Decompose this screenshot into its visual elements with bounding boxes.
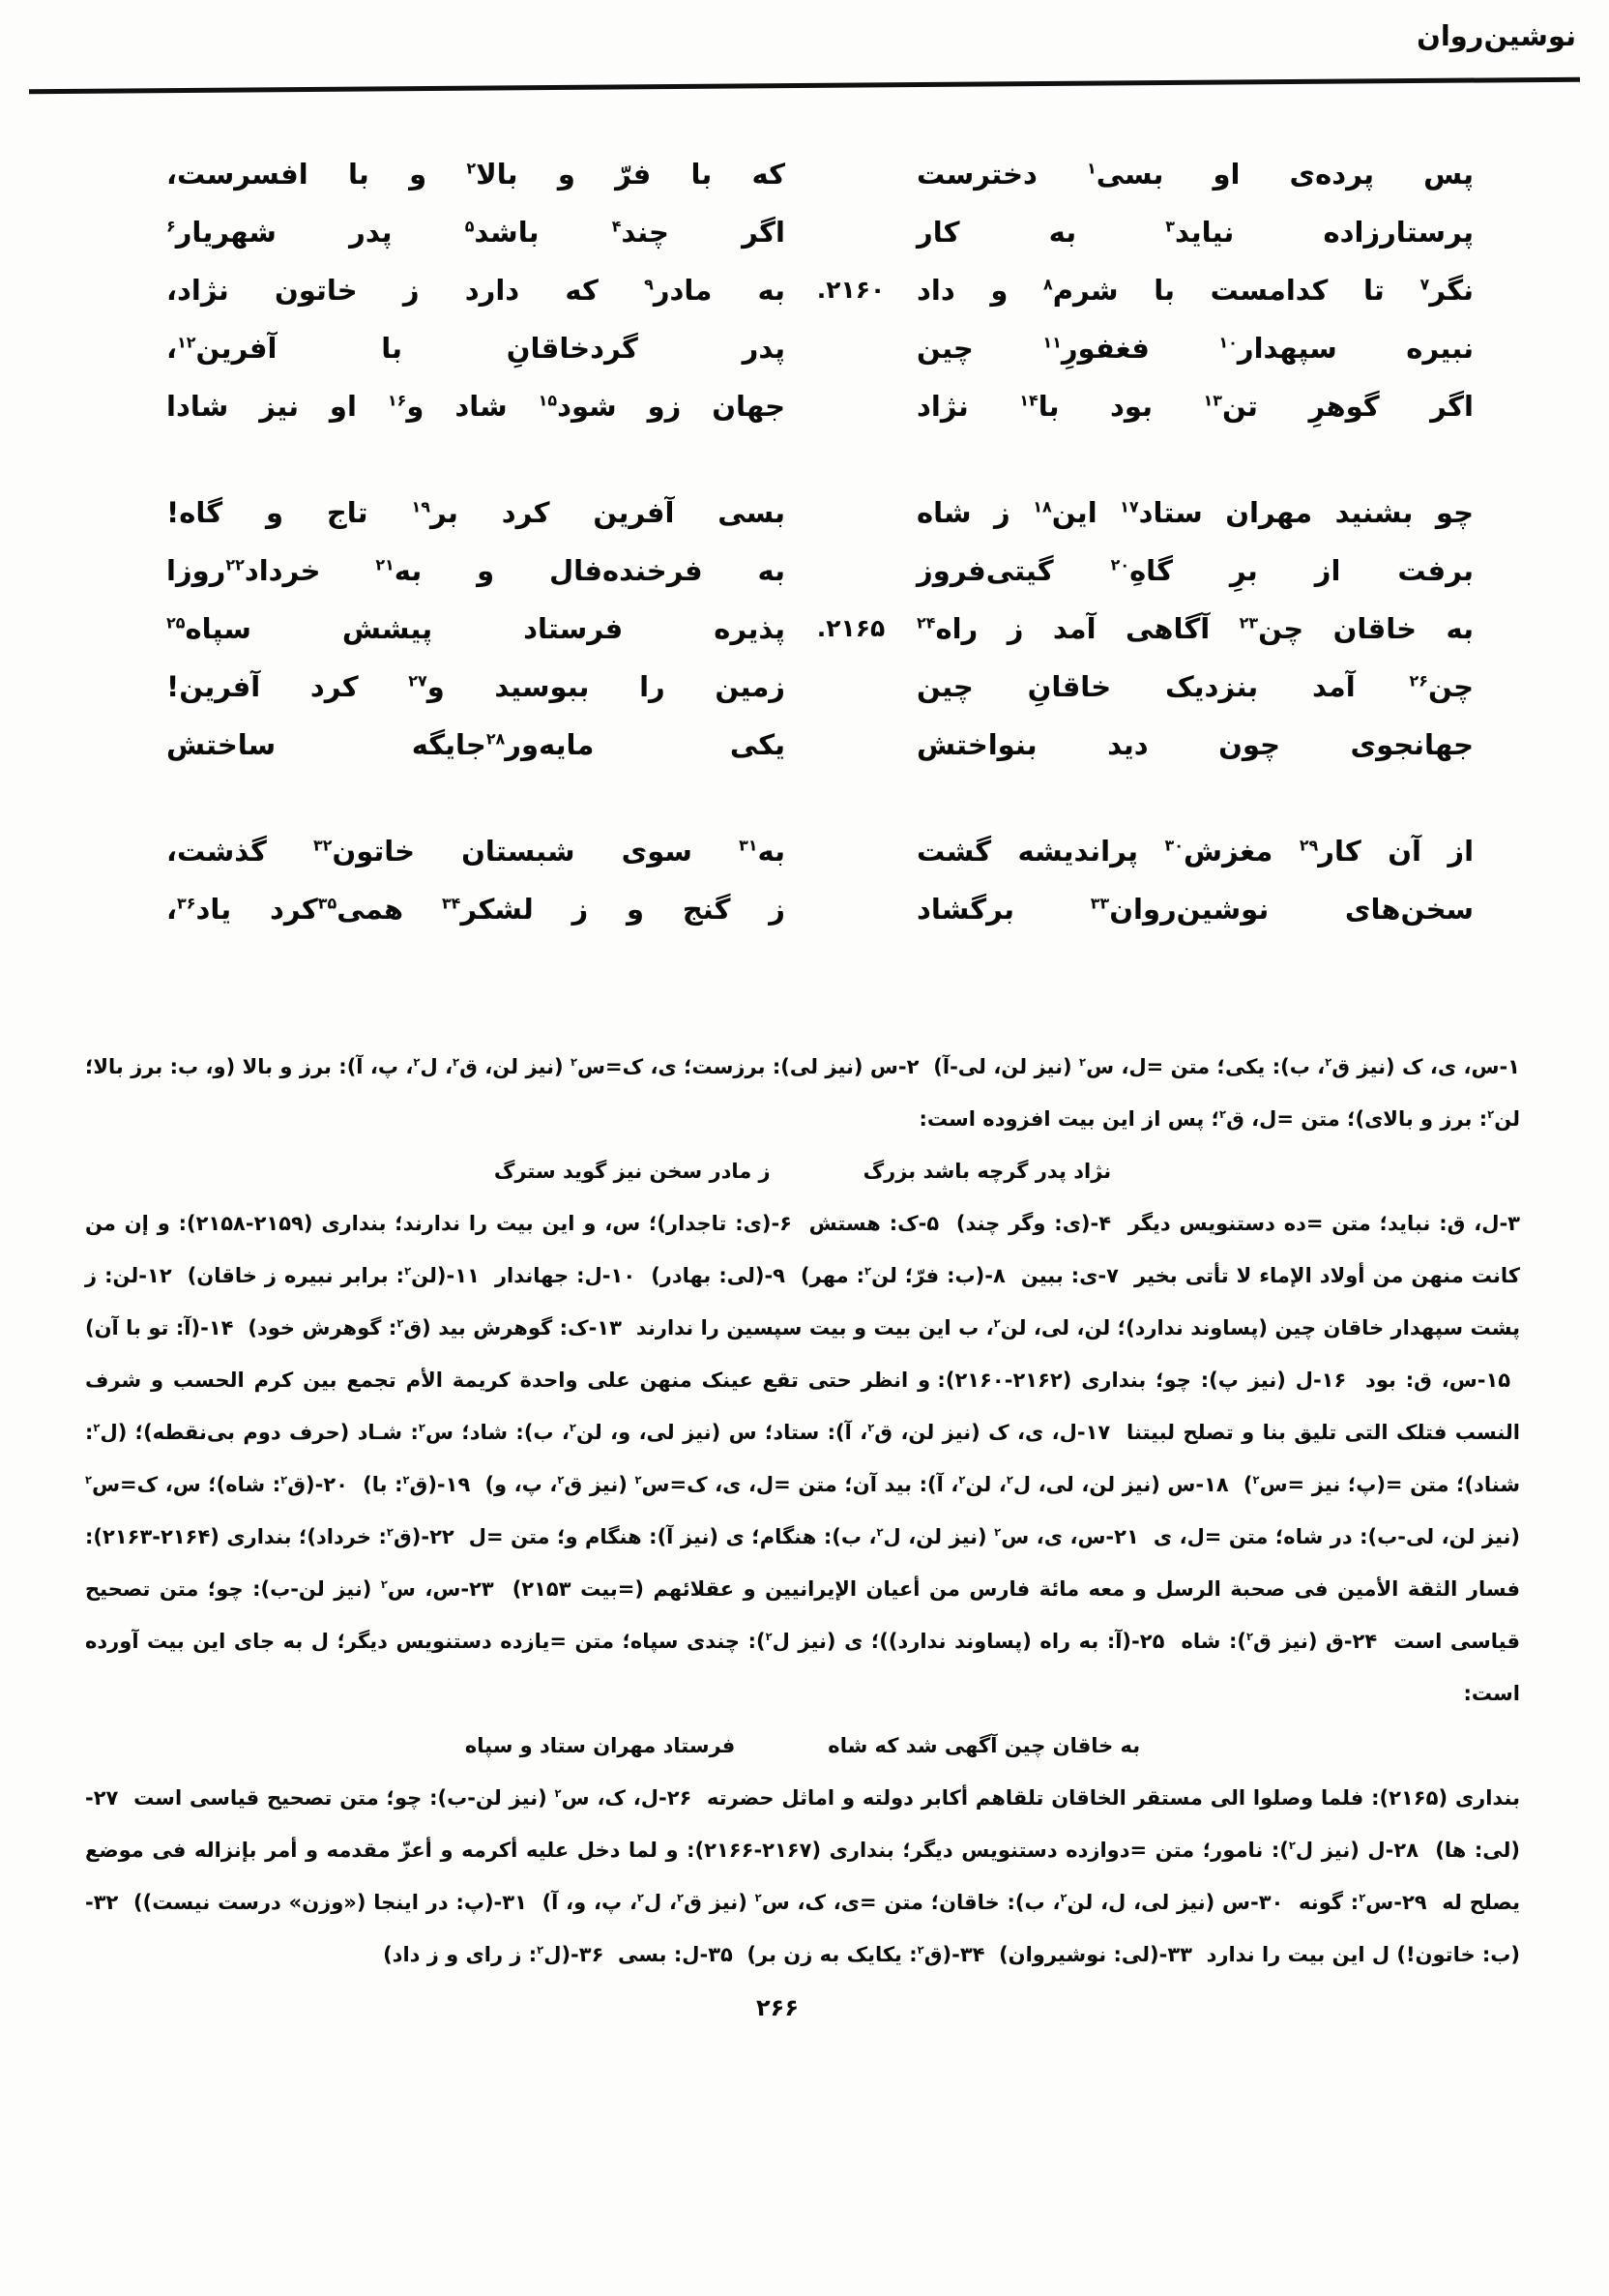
hemistich-left: بسی آفرین کرد بر$^{۱۹}$ تاج و گاه! (166, 496, 786, 529)
couplet-row (0, 658, 1609, 716)
hemistich-right: چن$^{۲۶}$ آمد بنزدیک خاقانِ چین (917, 670, 1474, 703)
couplet-row (0, 880, 1609, 938)
critical-apparatus (85, 1041, 1520, 1981)
hemistich-left: پذیره فرستاد پیشش سپاه$^{۲۵}$ (166, 612, 785, 645)
couplet-row (0, 600, 1609, 658)
verse-number (785, 377, 917, 435)
apparatus-paragraph-2: ۳-ل، ق: نباید؛ متن =ده دستنویس دیگر ‌ ۴-(ی: وگر چند) ‌ ۵-ک: هستش ‌ ۶-(ی: تاجدار)؛ س، و این بیت را ندارند؛ بنداری (۲۱۵۹-۲۱۵۸): و إن من کانت منهن من أولاد الإماء لا تأتی بخیر ‌ ۷-ی: ببین ‌ ۸-(ب: فرّ؛ لن$^۲$: مهر) ‌ ۹-(لی: بهادر) ‌ ۱۰-ل: جهاندار ‌ ۱۱-(لن$^۲$: برابر نبیره ز خاقان) ‌ ۱۲-لن: ز پشت سپهدار خاقان چین (پساوند ندارد)؛ لن، لی، لن$^۲$، ب این بیت و بیت سپسین را ندارند ‌ ۱۳-ک: گوهرش بید (ق$^۲$: گوهرش خود) ‌ ۱۴-(آ: تو با آن) ‌ ۱۵-س، ق: بود ‌ ۱۶-ل (نیز پ): چو؛ بنداری (۲۱۶۲-۲۱۶۰): و انظر حتی تقع عینک منهن علی واحدة کریمة الأم تجمع بین کرم الحسب و شرف النسب فتلک التی تلیق بنا و تصلح لبیتنا ‌ ۱۷-ل، ی، ک (نیز لن، ق$^۲$، آ): ستاد؛ س (نیز لی، و، لن$^۲$، ب): شاد؛ س$^۲$: شـاد (حرف دوم بی‌نقطه)؛ (ل$^۲$: شناد)؛ متن =(پ؛ نیز =س$^۲$) ‌ ۱۸-س (نیز لن، لی، ل$^۲$، لن$^۲$، آ): بید آن؛ متن =ل، ی، ک=س$^۲$ (نیز ق$^۲$، پ، و) ‌ ۱۹-(ق$^۲$: با) ‌ ۲۰-(ق$^۲$: شاه)؛ س، ک=س$^۲$ (نیز لن، لی-ب): در شاه؛ متن =ل، ی ‌ ۲۱-س، ی، س$^۲$ (نیز لن، ل$^۲$، ب): هنگام؛ ی (نیز آ): هنگام و؛ متن =ل ‌ ۲۲-(ق$^۲$: خرداد)؛ بنداری (۲۱۶۴-۲۱۶۳): فسار الثقة الأمین فی صحبة الرسل و معه مائة فارس من أعیان الإیرانیین و عقلائهم (=بیت ۲۱۵۳) ‌ ۲۳-س، س$^۲$ (نیز لن-ب): چو؛ متن تصحیح قیاسی است ‌ ۲۴-ق (نیز ق$^۲$): شاه ‌ ۲۵-(آ: به راه (پساوند ندارد))؛ ی (نیز ل$^۲$): چندی سپاه؛ متن =یازده دستنویس دیگر؛ ل به جای این بیت آورده است: (85, 1212, 1521, 1705)
inline-verse-hemistich-left: فرستاد مهران ستاد و سپاه (464, 1734, 736, 1757)
verse-number (785, 542, 917, 600)
hemistich-right: به خاقان چن$^{۲۳}$ آگاهی آمد ز راه$^{۲۴}$ (917, 612, 1474, 645)
apparatus-paragraph-1: ۱-س، ی، ک (نیز ق$^۲$، ب): یکی؛ متن =ل، س$^۲$ (نیز لن، لی-آ) ‌ ۲-س (نیز لی): برزست؛ ی، ک=س$^۲$ (نیز لن، ق$^۲$، ل$^۲$، پ، آ): برز و بالا (و، ب: برز بالا؛ لن$^۲$: برز و بالای)؛ متن =ل، ق$^۲$؛ پس از این بیت افزوده است: (85, 1055, 1520, 1131)
verse-number (785, 716, 917, 774)
verse-number: ۲۱۶۵. (816, 614, 886, 642)
verse-number (785, 822, 917, 880)
hemistich-right: پرستارزاده نیاید$^۳$ به کار (917, 216, 1474, 249)
hemistich-left: زمین را ببوسید و$^{۲۷}$ کرد آفرین! (166, 670, 785, 703)
couplet-row (0, 377, 1609, 435)
stanza (0, 145, 1609, 435)
apparatus-paragraph-3: بنداری (۲۱۶۵): فلما وصلوا الی مستقر الخاقان تلقاهم أکابر دولته و اماثل حضرته ‌ ۲۶-ل، ک، س$^۲$ (نیز لن-ب): چو؛ متن تصحیح قیاسی است ‌ ۲۷-(لی: ها) ‌ ۲۸-ل (نیز ل$^۲$): نامور؛ متن =دوازده دستنویس دیگر؛ بنداری (۲۱۶۷-۲۱۶۶): و لما دخل علیه أکرمه و أعزّ مقدمه و أمر بإنزاله فی موضع یصلح له ‌ ۲۹-س$^۲$: گونه ‌ ۳۰-س (نیز لی، ل، لن$^۲$، ب): خاقان؛ متن =ی، ک، س$^۲$ (نیز ق$^۲$، ل$^۲$، پ، و، آ) ‌ ۳۱-(پ: در اینجا («وزن» درست نیست)) ‌ ۳۲-(ب: خاتون!) ل این بیت را ندارد ‌ ۳۳-(لی: نوشیروان) ‌ ۳۴-(ق$^۲$: یکایک به زن بر) ‌ ۳۵-ل: بسی ‌ ۳۶-(ل$^۲$: ز رای و ز داد) (85, 1786, 1521, 1966)
verse-number (785, 203, 917, 261)
couplet-row (0, 822, 1609, 880)
poem (0, 145, 1609, 938)
stanza (0, 484, 1609, 774)
couplet-row (0, 203, 1609, 261)
apparatus-inline-verse-2 (85, 1720, 1520, 1772)
couplet-row (0, 716, 1609, 774)
verse-number (785, 880, 917, 938)
inline-verse-hemistich-left: ز مادر سخن نیز گوید سترگ (493, 1160, 771, 1183)
hemistich-right: چو بشنید مهران ستاد$^{۱۷}$ این$^{۱۸}$ ز شاه (917, 496, 1474, 529)
hemistich-right: برفت از برِ گاهِ$^{۲۰}$ گیتی‌فروز (917, 554, 1474, 587)
inline-verse-hemistich-right: نژاد پدر گرچه باشد بزرگ (863, 1160, 1112, 1183)
hemistich-right: سخن‌های نوشین‌روان$^{۳۳}$ برگشاد (917, 893, 1475, 926)
header-rule (29, 77, 1580, 95)
apparatus-inline-verse-1 (85, 1145, 1520, 1197)
hemistich-left: به$^{۳۱}$ سوی شبستان خاتون$^{۳۲}$ گذشت، (166, 835, 786, 868)
verse-number: ۲۱۶۰. (816, 276, 886, 304)
hemistich-right: جهانجوی چون دید بنواختش (917, 728, 1474, 761)
hemistich-left: که با فرّ و بالا$^۲$ و با افسرست، (166, 158, 786, 191)
hemistich-left: به فرخنده‌فال و به$^{۲۱}$ خرداد$^{۲۲}$روزا (166, 554, 785, 587)
stanza (0, 822, 1609, 938)
hemistich-right: نبیره سپهدار$^{۱۰}$ فغفورِ$^{۱۱}$ چین (917, 332, 1475, 365)
hemistich-left: پدر گردخاقانِ با آفرین$^{۱۲}$، (166, 332, 785, 365)
hemistich-left: به مادر$^۹$ که دارد ز خاتون نژاد، (166, 274, 785, 307)
hemistich-left: یکی مایه‌ور$^{۲۸}$جایگه ساختش (166, 728, 785, 761)
verse-number (785, 484, 917, 542)
hemistich-left: ز گنج و ز لشکر$^{۳۴}$ همی$^{۳۵}$کرد یاد$^{۳۶}$، (166, 893, 785, 926)
couplet-row (0, 319, 1609, 377)
verse-number (785, 145, 917, 203)
verse-number (785, 319, 917, 377)
couplet-row (0, 484, 1609, 542)
hemistich-right: نگر$^۷$ تا کدامست با شرم$^۸$ و داد (917, 274, 1474, 307)
inline-verse-hemistich-right: به خاقان چین آگهی شد که شاه (828, 1734, 1141, 1757)
couplet-row (0, 145, 1609, 203)
hemistich-left: جهان زو شود$^{۱۵}$ شاد و$^{۱۶}$ او نیز شادا (166, 390, 785, 423)
couplet-row (0, 542, 1609, 600)
hemistich-right: پس پرده‌ی او بسی$^۱$ دخترست (917, 158, 1474, 191)
hemistich-left: اگر چند$^۴$ باشد$^۵$ پدر شهریار$^۶$ (166, 216, 785, 249)
hemistich-right: اگر گوهرِ تن$^{۱۳}$ بود با$^{۱۴}$ نژاد (917, 390, 1474, 423)
running-head-title: نوشین‌روان (1417, 19, 1576, 52)
couplet-row (0, 261, 1609, 319)
verse-number (785, 658, 917, 716)
hemistich-right: از آن کار$^{۲۹}$ مغزش$^{۳۰}$ پراندیشه گشت (917, 835, 1475, 868)
page-number: ۲۶۶ (756, 1994, 799, 2021)
